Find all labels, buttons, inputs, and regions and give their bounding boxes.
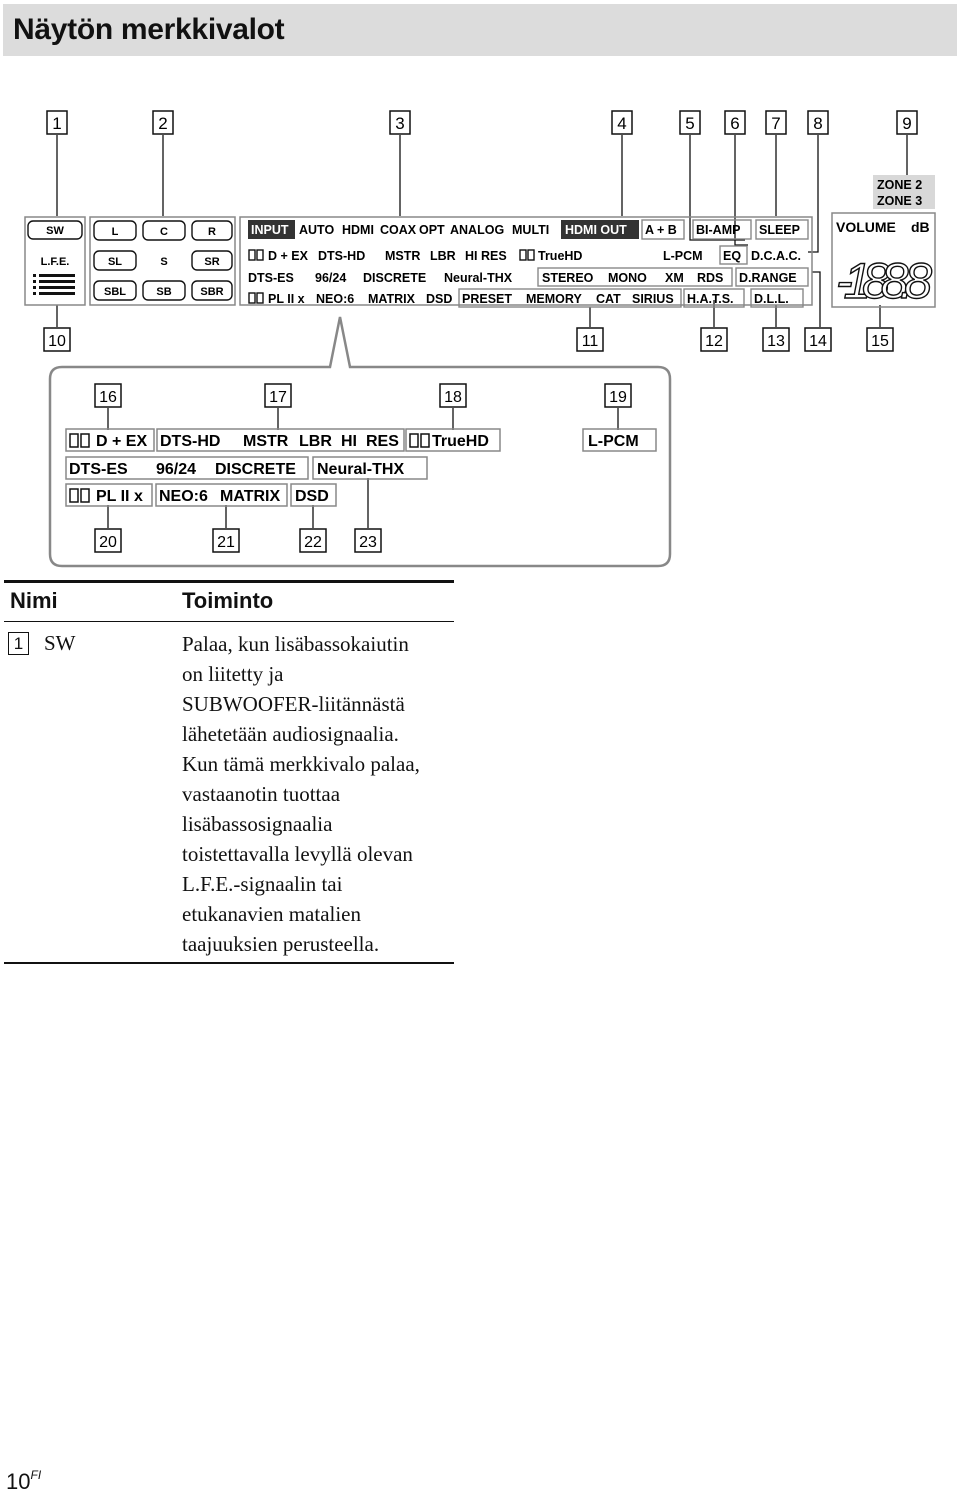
callout-1 (47, 111, 67, 134)
svg-text:14: 14 (809, 333, 827, 350)
callout-14 (805, 328, 831, 351)
svg-text:TrueHD: TrueHD (432, 433, 489, 450)
svg-text:TrueHD: TrueHD (538, 249, 583, 263)
svg-text:5: 5 (685, 114, 695, 133)
svg-text:D.L.L.: D.L.L. (754, 292, 789, 306)
svg-text:LBR: LBR (430, 249, 456, 263)
callout-16 (95, 384, 121, 407)
svg-text:1: 1 (52, 114, 62, 133)
page-title: Näytön merkkivalot (13, 13, 285, 46)
svg-text:11: 11 (581, 333, 599, 350)
table-rule-bottom (4, 962, 454, 964)
table-rule-header (4, 621, 454, 622)
svg-text:D + EX: D + EX (268, 249, 308, 263)
svg-text:8: 8 (813, 114, 823, 133)
svg-text:17: 17 (269, 389, 287, 406)
col-header-function: Toiminto (182, 588, 274, 613)
svg-text:L-PCM: L-PCM (663, 249, 703, 263)
svg-text:dB: dB (911, 219, 930, 235)
svg-text:H.A.T.S.: H.A.T.S. (687, 292, 734, 306)
page-number (6, 1468, 41, 1495)
svg-text:D.RANGE: D.RANGE (739, 271, 797, 285)
svg-text:20: 20 (99, 534, 117, 551)
svg-text:HDMI: HDMI (342, 223, 374, 237)
svg-text:ZONE 2: ZONE 2 (877, 178, 923, 192)
callout-13 (763, 328, 789, 351)
col-header-name: Nimi (10, 588, 58, 613)
callout-6 (725, 111, 745, 134)
svg-text:MSTR: MSTR (243, 433, 289, 450)
svg-text:DSD: DSD (295, 488, 329, 505)
lfe-bars-icon (33, 274, 75, 295)
svg-text:VOLUME: VOLUME (836, 219, 896, 235)
callout-3 (390, 111, 410, 134)
svg-text:D.C.A.C.: D.C.A.C. (751, 249, 801, 263)
callout-4 (612, 111, 632, 134)
svg-text:23: 23 (359, 534, 377, 551)
svg-text:10: 10 (48, 333, 66, 350)
svg-text:12: 12 (705, 333, 723, 350)
svg-text:NEO:6: NEO:6 (316, 292, 355, 306)
callout-22 (300, 529, 326, 552)
svg-text:STEREO: STEREO (542, 271, 594, 285)
svg-text:Neural-THX: Neural-THX (444, 271, 513, 285)
svg-text:EQ: EQ (723, 249, 742, 263)
desc-line: toistettavalla levyllä olevan (182, 842, 413, 866)
svg-text:INPUT: INPUT (251, 223, 289, 237)
page-number-suffix: FI (30, 1468, 42, 1482)
svg-text:96/24: 96/24 (156, 461, 197, 478)
row-name: SW (44, 631, 76, 655)
svg-text:XM: XM (665, 271, 684, 285)
desc-line: on liitetty ja (182, 662, 284, 686)
svg-text:S: S (160, 256, 168, 268)
callout-11 (577, 328, 603, 351)
svg-text:C: C (160, 226, 168, 238)
svg-text:SBL: SBL (104, 286, 126, 298)
dolby-icon (249, 250, 263, 260)
svg-text:A + B: A + B (645, 223, 677, 237)
svg-text:SR: SR (204, 256, 220, 268)
display-diagram (0, 0, 960, 570)
callout-15 (867, 328, 893, 351)
svg-text:PL II x: PL II x (96, 488, 143, 505)
svg-text:MATRIX: MATRIX (220, 488, 281, 505)
svg-text:MEMORY: MEMORY (526, 292, 582, 306)
svg-text:RDS: RDS (697, 271, 724, 285)
page-number-value: 10 (6, 1469, 31, 1494)
svg-text:AUTO: AUTO (299, 223, 335, 237)
svg-text:6: 6 (730, 114, 740, 133)
desc-line: SUBWOOFER-liitännästä (182, 692, 405, 716)
svg-text:HI: HI (341, 433, 357, 450)
svg-text:MSTR: MSTR (385, 249, 421, 263)
svg-text:SLEEP: SLEEP (759, 223, 800, 237)
svg-text:ANALOG: ANALOG (450, 223, 505, 237)
svg-text:2: 2 (158, 114, 168, 133)
svg-text:R: R (208, 226, 216, 238)
svg-text:DTS-ES: DTS-ES (69, 461, 128, 478)
svg-text:9: 9 (902, 114, 912, 133)
svg-text:DISCRETE: DISCRETE (215, 461, 296, 478)
callout-19 (605, 384, 631, 407)
svg-text:21: 21 (217, 534, 235, 551)
callout-9 (897, 111, 917, 134)
svg-text:3: 3 (395, 114, 405, 133)
svg-text:RES: RES (366, 433, 399, 450)
desc-line: lähetetään audiosignaalia. (182, 722, 399, 746)
svg-text:SB: SB (156, 286, 172, 298)
row-number-box: 1 (8, 632, 29, 655)
svg-text:BI-AMP: BI-AMP (696, 223, 741, 237)
desc-line: taajuuksien perusteella. (182, 932, 380, 956)
callout-10 (44, 328, 70, 351)
svg-text:L-PCM: L-PCM (588, 433, 639, 450)
dolby-icon (410, 434, 429, 447)
svg-text:MULTI: MULTI (512, 223, 550, 237)
callout-12 (701, 328, 727, 351)
volume-readout: -188.8 (836, 253, 932, 309)
front-panel-display (25, 175, 935, 309)
svg-text:16: 16 (99, 389, 117, 406)
desc-line: vastaanotin tuottaa (182, 782, 341, 806)
svg-text:DTS-HD: DTS-HD (160, 433, 221, 450)
svg-text:HDMI OUT: HDMI OUT (565, 223, 627, 237)
svg-text:SBR: SBR (200, 286, 224, 298)
svg-text:MONO: MONO (608, 271, 647, 285)
svg-text:CAT: CAT (596, 292, 621, 306)
callout-21 (213, 529, 239, 552)
zone-volume (832, 175, 935, 309)
svg-text:DTS-ES: DTS-ES (248, 271, 294, 285)
svg-text:7: 7 (771, 114, 781, 133)
svg-text:COAX: COAX (380, 223, 417, 237)
svg-text:D + EX: D + EX (96, 433, 148, 450)
callout-20 (95, 529, 121, 552)
desc-line: etukanavien matalien (182, 902, 362, 926)
dolby-icon (70, 434, 89, 447)
callout-18 (440, 384, 466, 407)
row-description (182, 629, 457, 959)
svg-text:13: 13 (767, 333, 785, 350)
svg-text:OPT: OPT (419, 223, 445, 237)
callout-17 (265, 384, 291, 407)
svg-text:19: 19 (609, 389, 627, 406)
svg-text:L: L (111, 226, 119, 238)
svg-text:DTS-HD: DTS-HD (318, 249, 366, 263)
desc-line: Palaa, kun lisäbassokaiutin (182, 632, 409, 656)
desc-line: L.F.E.-signaalin tai (182, 872, 343, 896)
desc-line: lisäbassosignaalia (182, 812, 333, 836)
callout-8 (808, 111, 828, 134)
svg-text:4: 4 (617, 114, 627, 133)
dolby-icon (520, 250, 534, 260)
dolby-icon (249, 293, 263, 303)
svg-text:LBR: LBR (299, 433, 332, 450)
svg-text:MATRIX: MATRIX (368, 292, 415, 306)
table-rule-top (4, 580, 454, 583)
svg-text:HI RES: HI RES (465, 249, 507, 263)
svg-text:PL II x: PL II x (268, 292, 305, 306)
svg-text:18: 18 (444, 389, 462, 406)
speaker-indicators (25, 217, 235, 305)
svg-text:96/24: 96/24 (315, 271, 347, 285)
svg-text:L.F.E.: L.F.E. (40, 256, 70, 268)
svg-text:22: 22 (304, 534, 322, 551)
callout-5 (680, 111, 700, 134)
callout-23 (355, 529, 381, 552)
indicator-rows (240, 217, 812, 307)
svg-text:SIRIUS: SIRIUS (632, 292, 674, 306)
svg-text:NEO:6: NEO:6 (159, 488, 208, 505)
svg-text:Neural-THX: Neural-THX (317, 461, 405, 478)
callout-2 (153, 111, 173, 134)
dolby-icon (70, 489, 89, 502)
callout-7 (766, 111, 786, 134)
desc-line: Kun tämä merkkivalo palaa, (182, 752, 420, 776)
svg-text:15: 15 (871, 333, 889, 350)
svg-text:SW: SW (46, 225, 64, 237)
zoom-panel (50, 317, 670, 566)
svg-text:SL: SL (107, 256, 123, 268)
callouts-top (47, 111, 917, 134)
svg-text:DISCRETE: DISCRETE (363, 271, 427, 285)
svg-text:PRESET: PRESET (462, 292, 513, 306)
svg-text:ZONE 3: ZONE 3 (877, 194, 923, 208)
svg-text:DSD: DSD (426, 292, 453, 306)
callouts-middle (44, 328, 893, 351)
